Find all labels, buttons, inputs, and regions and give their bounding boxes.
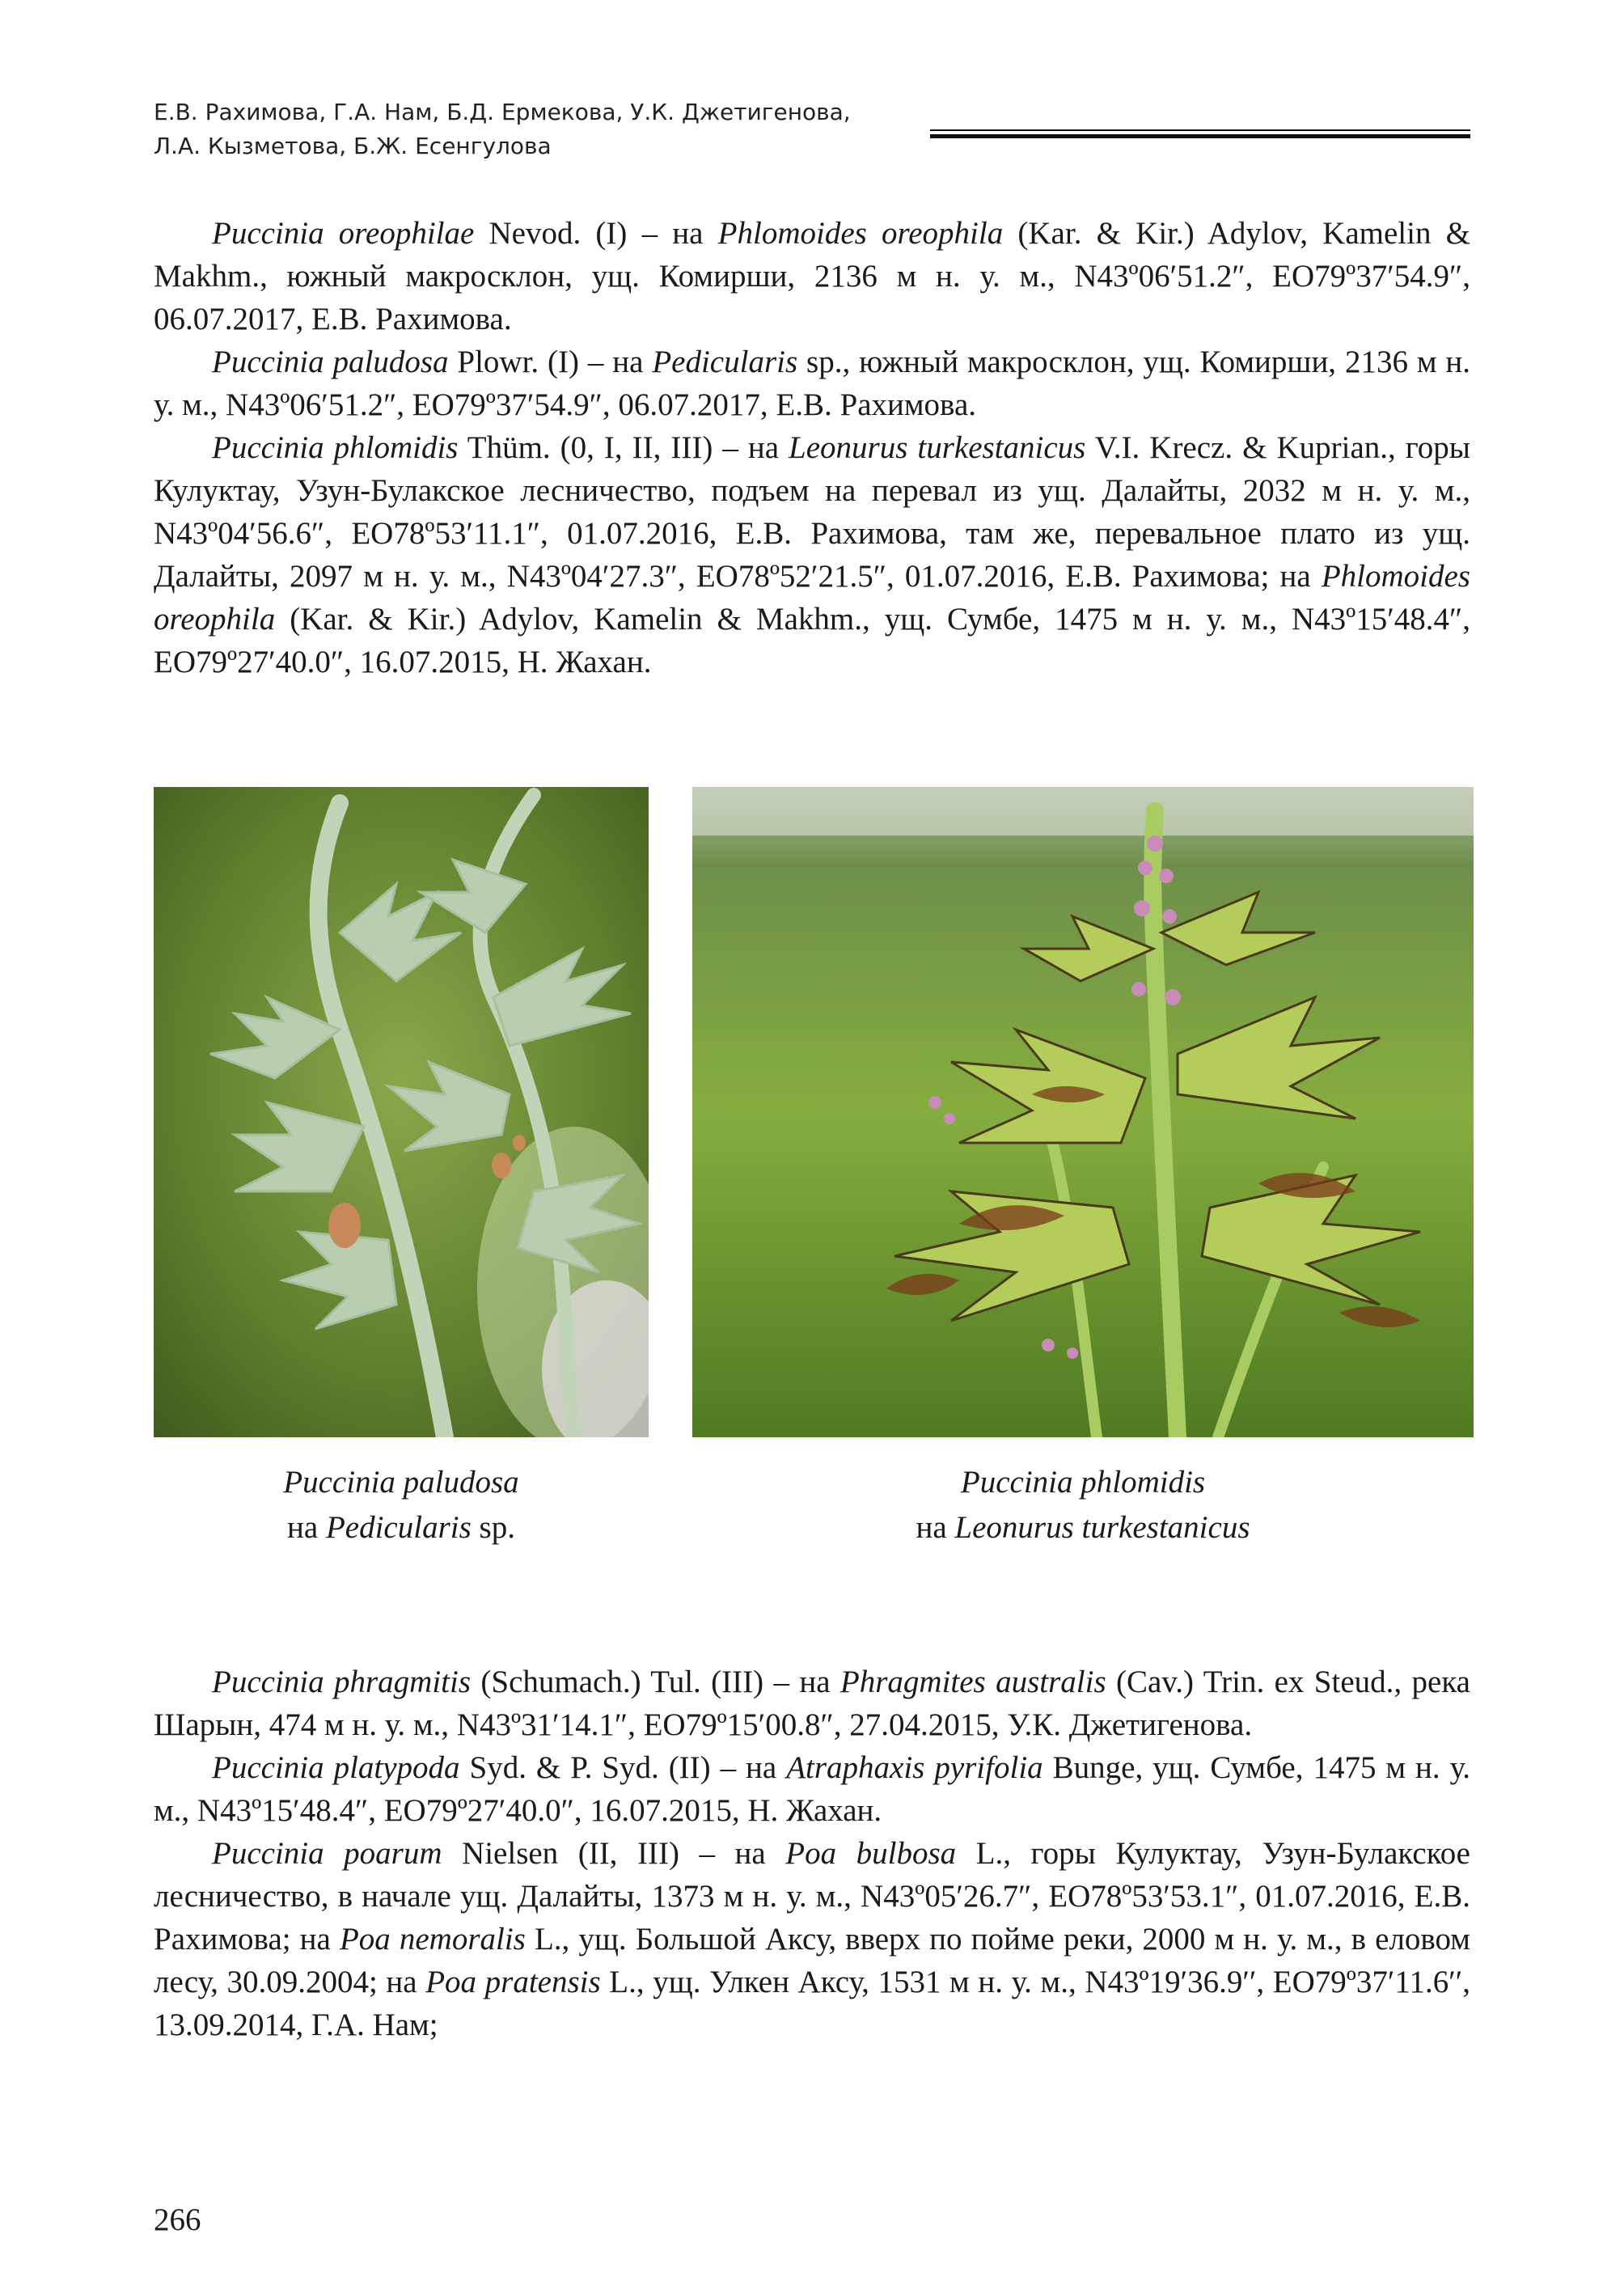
caption-right	[692, 1460, 1474, 1551]
record-details: Bunge, ущ. Сумбе, 1475 м н. у. м., N43º15′48.4″, EO79º27′40.0″, 16.07.2015, Н. Жахан.	[154, 1750, 1470, 1828]
record-details: (Cav.) Trin. ex Steud., река Шарын, 474 м н. у. м., N43º31′14.1″, EO79º15′00.8″, 27.04.2015, У.К. Джетигенова.	[154, 1665, 1470, 1742]
running-header	[154, 95, 962, 163]
header-rule-thin	[930, 129, 1470, 131]
species-name: Puccinia phragmitis	[212, 1665, 472, 1699]
paragraph-phlomidis	[154, 426, 1470, 683]
host-name: Pedicularis	[652, 345, 798, 379]
host-name: Phlomoides oreophila	[717, 216, 1004, 251]
header-authors-line-1: Е.В. Рахимова, Г.А. Нам, Б.Д. Ермекова, У.К. Джетигенова,	[154, 99, 851, 125]
paragraph-oreophilae	[154, 212, 1470, 341]
header-authors-line-2: Л.А. Кызметова, Б.Ж. Есенгулова	[154, 133, 552, 159]
body-text-top	[154, 212, 1470, 683]
record-details: (Kar. & Kir.) Adylov, Kamelin & Makhm., южный макросклон, ущ. Комирши, 2136 м н. у. м., N43º06′51.2″, EO79º37′54.9″, 06.07.2017, Е.В. Рахимова.	[154, 216, 1470, 336]
paragraph-phragmitis	[154, 1661, 1470, 1746]
record-details-3: L., ущ. Улкен Аксу, 1531 м н. у. м., N43º19′36.9′′, EO79º37′11.6′′, 13.09.2014, Г.А. Нам;	[154, 1965, 1471, 2042]
host-name-2: Poa nemoralis	[339, 1922, 526, 1957]
caption-right-species	[692, 1460, 1474, 1505]
paragraph-platypoda	[154, 1746, 1470, 1832]
species-name: Puccinia paludosa	[212, 345, 449, 379]
caption-left-host-line	[154, 1505, 649, 1551]
caption-right-host-line	[692, 1505, 1474, 1551]
host-name: Atraphaxis pyrifolia	[786, 1750, 1043, 1785]
species-name: Puccinia platypoda	[212, 1750, 460, 1785]
species-author: Nevod. (I) – на	[474, 216, 718, 251]
host-name: Poa bulbosa	[785, 1836, 957, 1871]
species-author: Thüm. (0, I, II, III) – на	[458, 430, 789, 465]
species-author: Nielsen (II, III) – на	[442, 1836, 786, 1871]
species-author: Syd. & P. Syd. (II) – на	[459, 1750, 787, 1785]
species-name: Puccinia oreophilae	[212, 216, 475, 251]
caption-prefix: на	[287, 1510, 326, 1545]
photo-right-illustration	[692, 787, 1474, 1437]
paragraph-paludosa	[154, 341, 1470, 426]
host-name: Leonurus turkestanicus	[789, 430, 1086, 465]
caption-host-name: Leonurus turkestanicus	[954, 1510, 1250, 1545]
body-text-bottom	[154, 1661, 1470, 2046]
header-rule	[930, 129, 1470, 139]
caption-suffix: sp.	[471, 1510, 515, 1545]
host-name: Phragmites australis	[839, 1665, 1106, 1699]
caption-species-name: Puccinia paludosa	[283, 1465, 519, 1500]
photo-left-illustration	[154, 787, 649, 1437]
species-name: Puccinia poarum	[212, 1836, 442, 1871]
page-number: 266	[154, 2202, 201, 2237]
host-name-3: Poa pratensis	[425, 1965, 601, 1999]
record-details-2: (Kar. & Kir.) Adylov, Kamelin & Makhm., ущ. Сумбе, 1475 м н. у. м., N43º15′48.4″, EO79º27′40.0″, 16.07.2015, Н. Жахан.	[154, 602, 1470, 679]
record-details: V.I. Krecz. & Kuprian., горы Кулуктау, Узун-Булакское лесничество, подъем на перевал из ущ. Далайты, 2032 м н. у. м., N43º04′56.6″, EO78º53′11.1″, 01.07.2016, Е.В. Рахимова, там же, перевальное плато из ущ. Далайты, 2097 м н. у. м., N43º04′27.3″, EO78º52′21.5″, 01.07.2016, Е.В. Рахимова; на	[154, 430, 1470, 594]
header-rule-thick	[930, 134, 1470, 138]
species-name: Puccinia phlomidis	[212, 430, 459, 465]
host-name-2: Phlomoides oreophila	[154, 559, 1470, 637]
photo-puccinia-paludosa	[154, 787, 649, 1437]
record-details: sp., южный макросклон, ущ. Комирши, 2136 м н. у. м., N43º06′51.2″, EO79º37′54.9″, 06.07.2017, Е.В. Рахимова.	[154, 345, 1470, 422]
record-details-2: L., ущ. Большой Аксу, вверх по пойме реки, 2000 м н. у. м., в еловом лесу, 30.09.2004; на	[154, 1922, 1470, 1999]
caption-left	[154, 1460, 649, 1551]
record-details: L., горы Кулуктау, Узун-Булакское лесничество, в начале ущ. Далайты, 1373 м н. у. м., N43º05′26.7″, EO78º53′53.1″, 01.07.2016, Е.В. Рахимова; на	[154, 1836, 1470, 1957]
species-author: (Schumach.) Tul. (III) – на	[471, 1665, 840, 1699]
caption-host-name: Pedicularis	[325, 1510, 472, 1545]
caption-species-name: Puccinia phlomidis	[960, 1465, 1206, 1500]
caption-left-species	[154, 1460, 649, 1505]
caption-prefix: на	[916, 1510, 955, 1545]
paragraph-poarum	[154, 1832, 1470, 2046]
photo-puccinia-phlomidis	[692, 787, 1474, 1437]
species-author: Plowr. (I) – на	[448, 345, 653, 379]
